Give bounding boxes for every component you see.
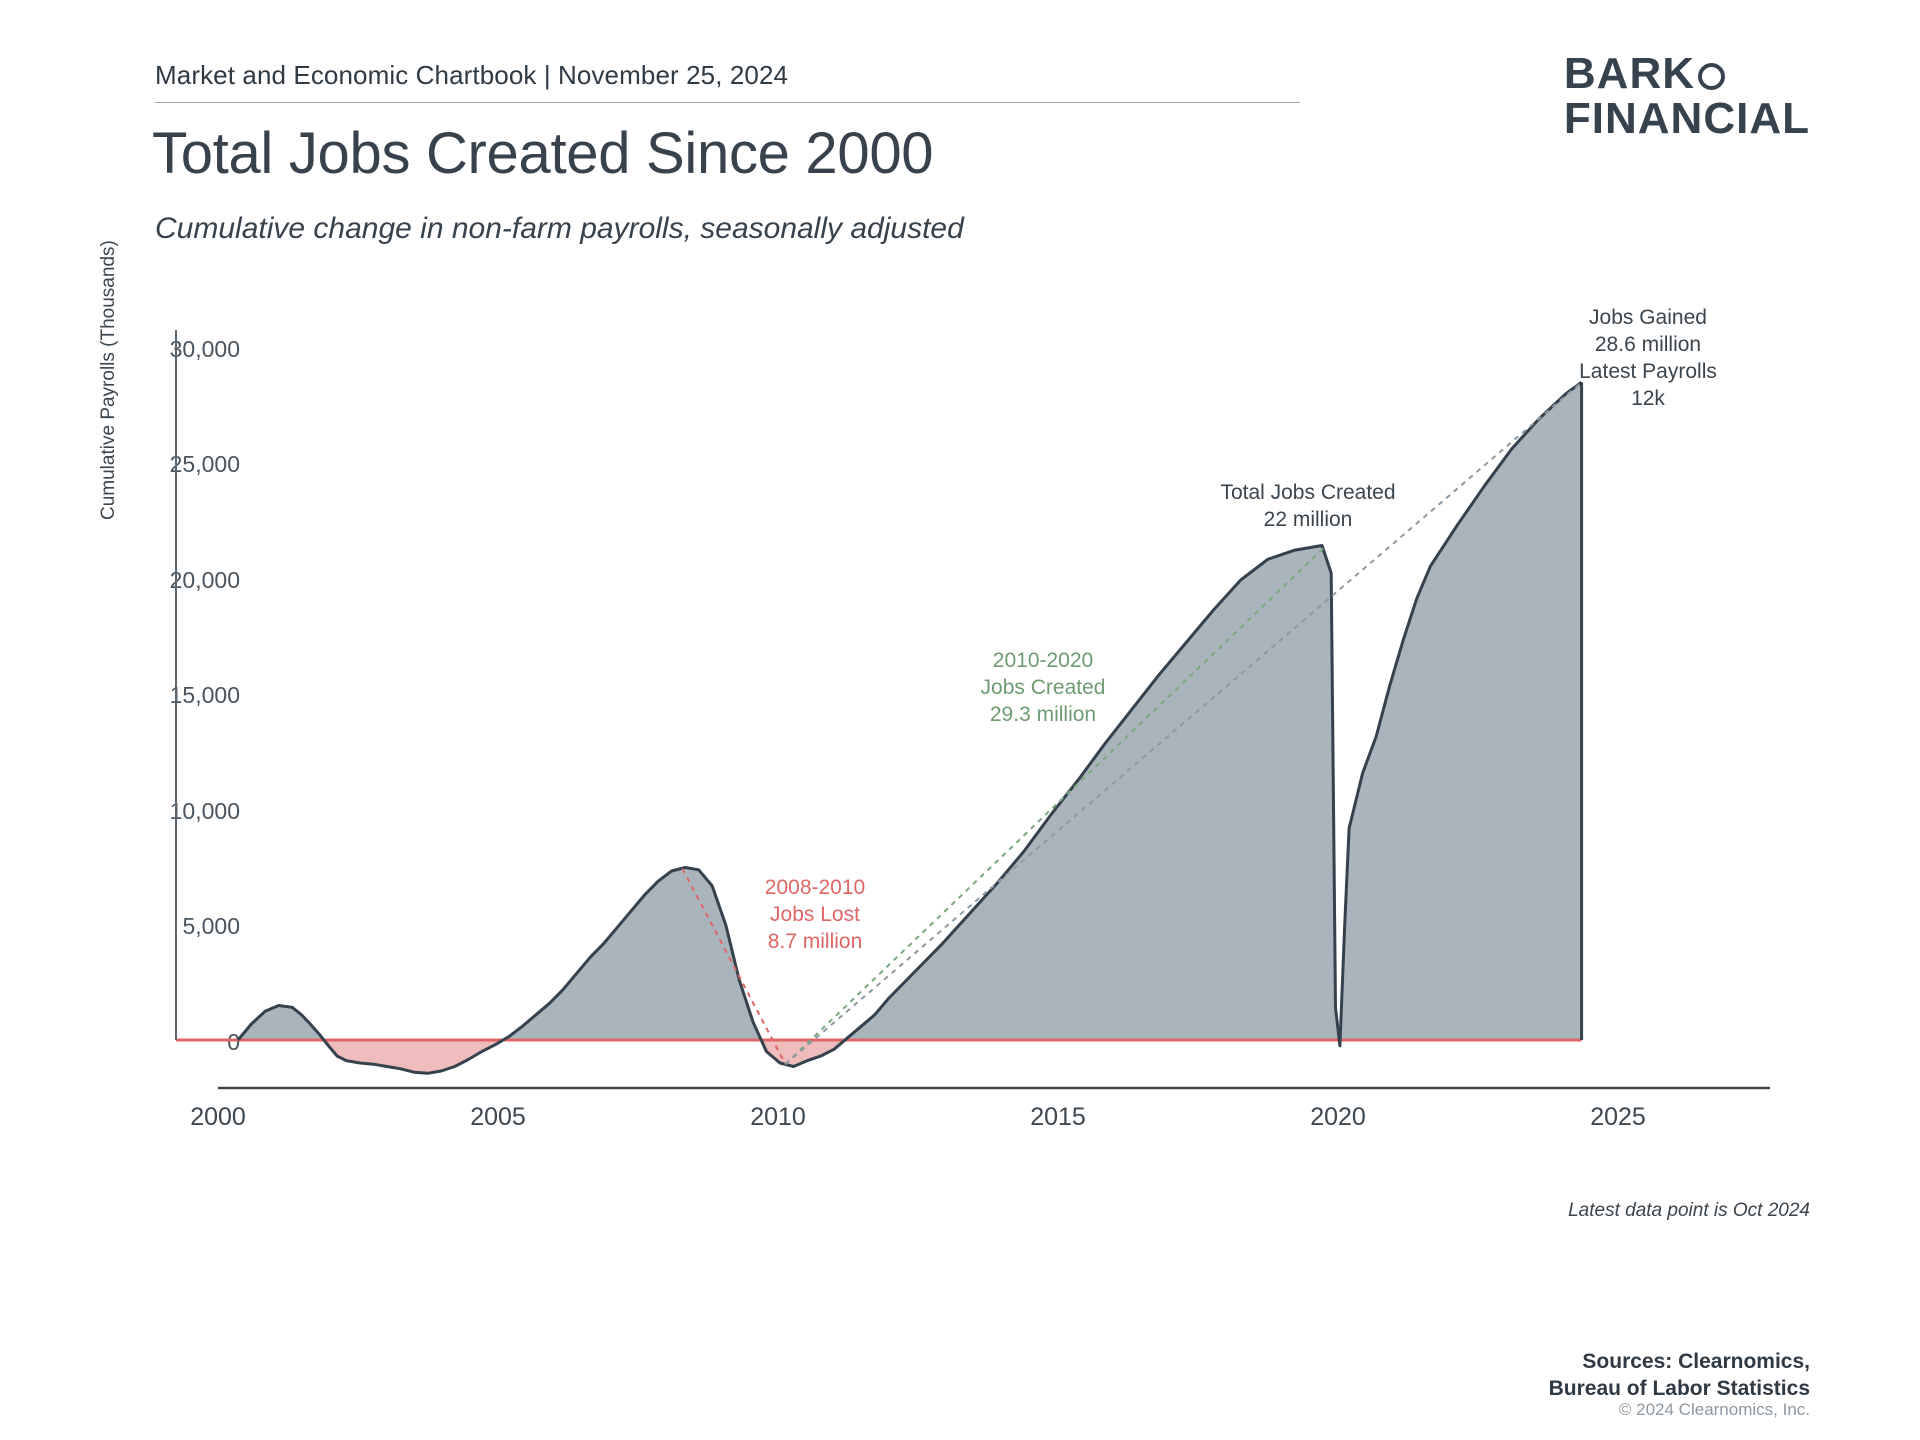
annotation-jobs-gained — [1518, 305, 1778, 413]
brand-name-line1: BARK — [1563, 49, 1696, 98]
annotation-line: Jobs Lost — [770, 902, 860, 926]
annotation-total-jobs — [1158, 480, 1458, 534]
annotation-line: Jobs Created — [980, 675, 1106, 699]
annotation-line: 28.6 million — [1594, 332, 1702, 356]
annotation-line: Jobs Gained — [1589, 306, 1707, 329]
y-axis-label: Cumulative Payrolls (Thousands) — [98, 240, 119, 520]
y-tick: 10,000 — [169, 798, 240, 824]
x-tick: 2015 — [1030, 1103, 1086, 1131]
annotation-jobs-created — [928, 648, 1158, 729]
annotation-line: 8.7 million — [767, 929, 863, 953]
page-subtitle: Cumulative change in non-farm payrolls, seasonally adjusted — [155, 212, 964, 245]
x-tick: 2020 — [1310, 1103, 1366, 1131]
sources-note — [1549, 1348, 1810, 1403]
y-tick: 15,000 — [169, 682, 240, 708]
y-tick: 30,000 — [169, 336, 240, 362]
annotation-jobs-lost — [700, 875, 930, 956]
y-tick: 25,000 — [169, 451, 240, 477]
sources-line: Sources: Clearnomics, — [1582, 1350, 1810, 1373]
y-tick: 0 — [227, 1029, 240, 1055]
sources-line: Bureau of Labor Statistics — [1548, 1377, 1810, 1401]
x-tick: 2005 — [470, 1103, 526, 1131]
x-tick: 2025 — [1590, 1103, 1646, 1131]
y-tick: 20,000 — [169, 567, 240, 593]
chartbook-header: Market and Economic Chartbook | November 25, 2024 — [155, 60, 789, 90]
y-tick: 5,000 — [182, 913, 240, 939]
annotation-line: Total Jobs Created — [1220, 481, 1396, 504]
annotation-line: 2008-2010 — [764, 876, 866, 899]
copyright-note: © 2024 Clearnomics, Inc. — [1618, 1400, 1810, 1419]
annotation-line: 12k — [1631, 386, 1665, 410]
annotation-line: 2010-2020 — [992, 649, 1094, 672]
x-tick: 2010 — [750, 1103, 806, 1131]
annotation-line: 22 million — [1263, 507, 1353, 531]
brand-name-line2: FINANCIAL — [1563, 93, 1810, 143]
x-tick: 2000 — [190, 1103, 246, 1131]
page-title: Total Jobs Created Since 2000 — [152, 121, 934, 186]
annotation-line: 29.3 million — [989, 702, 1097, 726]
latest-data-note: Latest data point is Oct 2024 — [1568, 1200, 1810, 1221]
annotation-line: Latest Payrolls — [1579, 359, 1717, 383]
